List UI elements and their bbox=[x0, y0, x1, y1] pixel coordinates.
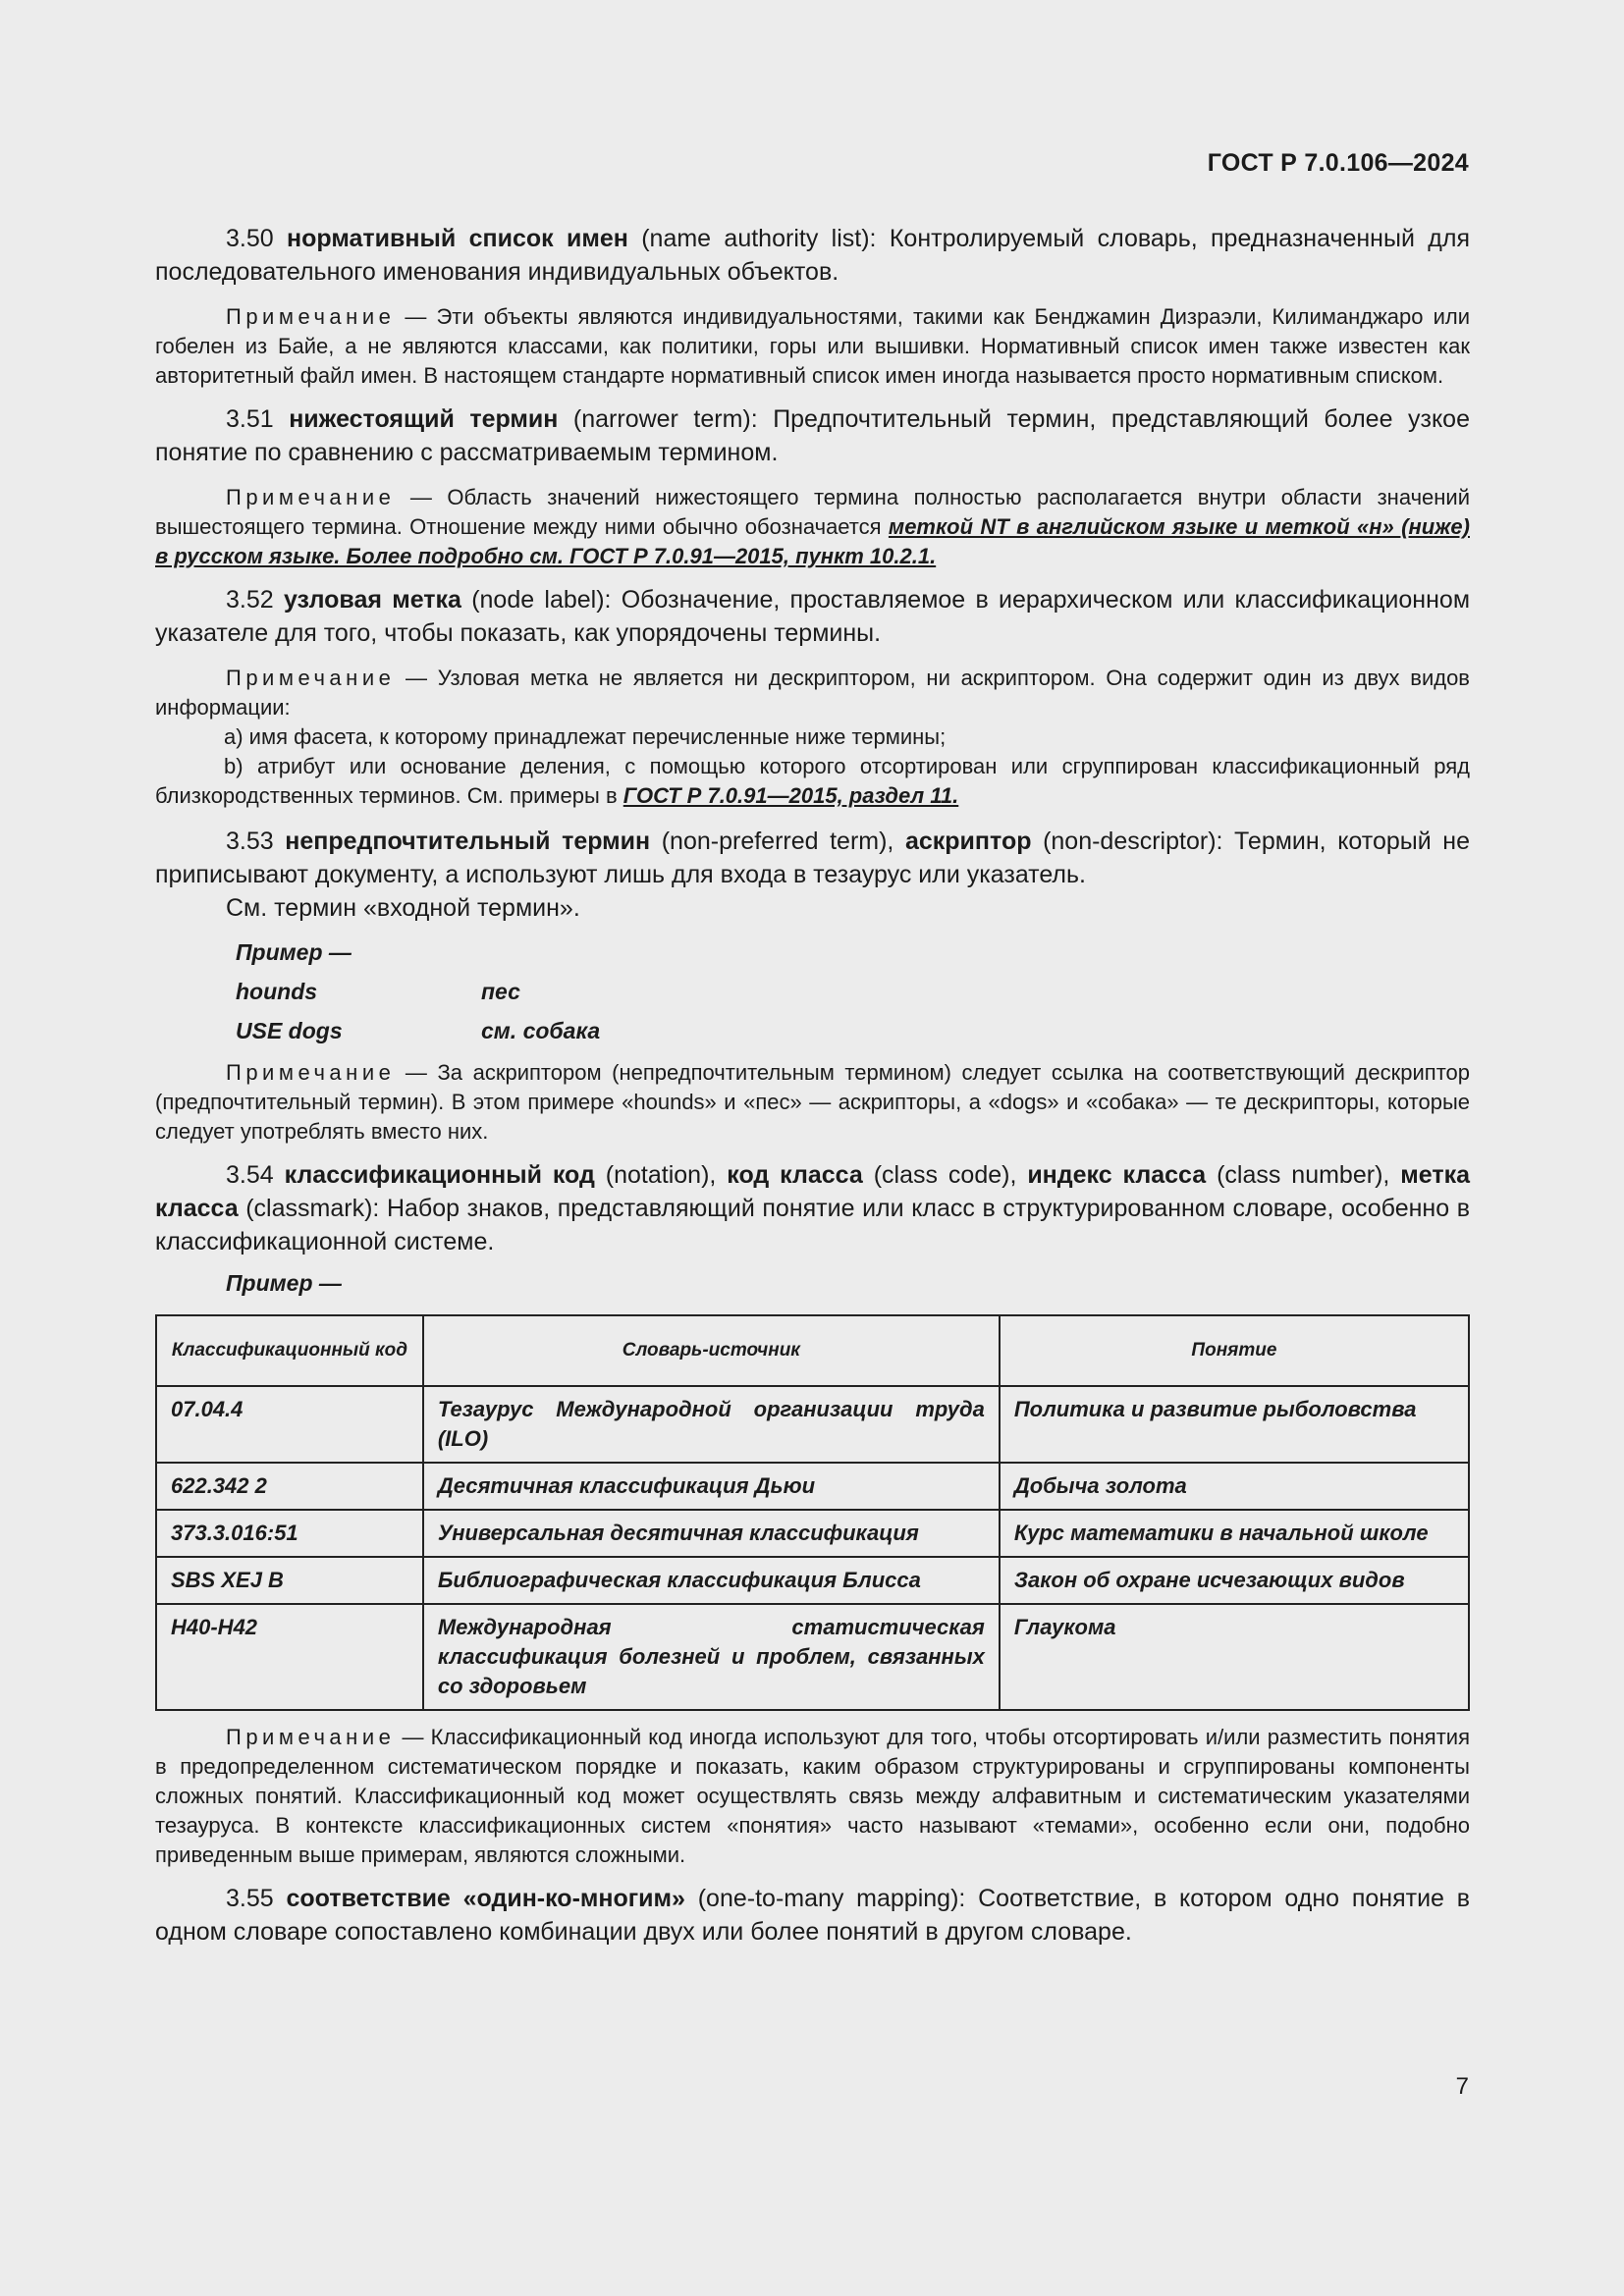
table-row bbox=[156, 1604, 1469, 1710]
table-cell: Курс математики в начальной школе bbox=[1000, 1510, 1469, 1557]
definition-3-54 bbox=[155, 1158, 1470, 1258]
table-cell: 373.3.016:51 bbox=[156, 1510, 423, 1557]
definition-3-51 bbox=[155, 402, 1470, 469]
document-body bbox=[155, 222, 1470, 1962]
note-text: — Классификационный код иногда используют для того, чтобы отсортировать и/или разместить понятия в предопределенном систематическом порядке и показать, каким образом структурированы и сгруппированы компоненты сложных понятий. Классификационный код может осуществлять связь между алфавитным и систематическим указателями тезауруса. В контексте классификационных систем «понятия» часто называют «темами», особенно если они, подобно приведенным выше примерам, являются сложными. bbox=[155, 1725, 1470, 1867]
term-name: нижестоящий термин bbox=[289, 405, 559, 433]
clause-number: 3.50 bbox=[226, 225, 274, 252]
table-cell: Политика и развитие рыболовства bbox=[1000, 1386, 1469, 1463]
note-label: Примечание bbox=[226, 1725, 396, 1749]
table-cell: 07.04.4 bbox=[156, 1386, 423, 1463]
term-definition: (non-descriptor): Термин, который не приписывают документу, а используют лишь для входа в тезаурус или указатель. bbox=[155, 828, 1470, 888]
note-text: — Область значений нижестоящего термина полностью располагается внутри области значений вышестоящего термина. Отношение между ними обычно обозначается bbox=[155, 485, 1470, 539]
term-name: непредпочтительный термин bbox=[285, 828, 651, 855]
term-name: классификационный код bbox=[284, 1161, 595, 1189]
table-row bbox=[156, 1510, 1469, 1557]
table-cell: 622.342 2 bbox=[156, 1463, 423, 1510]
note-3-53 bbox=[155, 1058, 1470, 1147]
example-en: hounds bbox=[236, 978, 318, 1004]
table-row bbox=[156, 1386, 1469, 1463]
see-also: См. термин «входной термин». bbox=[226, 894, 580, 922]
note-3-50 bbox=[155, 302, 1470, 391]
note-label: Примечание bbox=[226, 485, 396, 509]
notation-examples-table bbox=[155, 1314, 1470, 1711]
table-cell: Десятичная классификация Дьюи bbox=[423, 1463, 1000, 1510]
document-code-header: ГОСТ Р 7.0.106—2024 bbox=[1207, 149, 1469, 177]
clause-number: 3.54 bbox=[226, 1161, 274, 1189]
list-item-b bbox=[155, 752, 1470, 811]
table-cell: Международная статистическая классификация болезней и проблем, связанных со здоровьем bbox=[423, 1604, 1000, 1710]
definition-3-52 bbox=[155, 583, 1470, 650]
table-cell: Глаукома bbox=[1000, 1604, 1469, 1710]
term-english: (notation), bbox=[594, 1161, 728, 1189]
note-3-52 bbox=[155, 664, 1470, 722]
note-label: Примечание bbox=[226, 1060, 396, 1085]
table-cell: Закон об охране исчезающих видов bbox=[1000, 1557, 1469, 1604]
example-row bbox=[236, 1011, 1470, 1050]
note-3-51 bbox=[155, 483, 1470, 571]
term-synonym: код класса bbox=[727, 1161, 863, 1189]
note-label: Примечание bbox=[226, 304, 396, 329]
table-row bbox=[156, 1557, 1469, 1604]
example-block bbox=[155, 933, 1470, 1050]
clause-number: 3.52 bbox=[226, 586, 274, 614]
definition-3-55 bbox=[155, 1882, 1470, 1949]
example-row bbox=[236, 972, 1470, 1011]
reference-link[interactable]: меткой NT в английском языке и меткой «н» (ниже) в русском языке. Более подробно см. ГОСТ Р 7.0.91—2015, пункт 10.2.1. bbox=[155, 514, 1470, 568]
term-english: (class code), bbox=[862, 1161, 1028, 1189]
clause-number: 3.55 bbox=[226, 1885, 274, 1912]
page-number: 7 bbox=[1455, 2073, 1469, 2100]
table-cell: H40-H42 bbox=[156, 1604, 423, 1710]
term-definition: (classmark): Набор знаков, представляющий понятие или класс в структурированном словаре, особенно в классификационной системе. bbox=[155, 1195, 1470, 1255]
table-cell: Тезаурус Международной организации труда (ILO) bbox=[423, 1386, 1000, 1463]
table-cell: Библиографическая классификация Блисса bbox=[423, 1557, 1000, 1604]
list-item-a: a) имя фасета, к которому принадлежат перечисленные ниже термины; bbox=[224, 724, 947, 749]
example-ru: см. собака bbox=[481, 1017, 601, 1043]
reference-link[interactable]: ГОСТ Р 7.0.91—2015, раздел 11. bbox=[623, 783, 959, 808]
example-label: Пример — bbox=[236, 938, 352, 965]
note-label: Примечание bbox=[226, 666, 396, 690]
term-english: (non-preferred term), bbox=[650, 828, 905, 855]
term-synonym: аскриптор bbox=[904, 828, 1032, 855]
term-synonym: индекс класса bbox=[1027, 1161, 1207, 1189]
term-definition: (narrower term): Предпочтительный термин, представляющий более узкое понятие по сравнению с рассматриваемым термином. bbox=[155, 405, 1470, 466]
term-definition: (name authority list): Контролируемый словарь, предназначенный для последовательного именования индивидуальных объектов. bbox=[155, 225, 1470, 286]
note-3-54 bbox=[155, 1723, 1470, 1870]
table-row bbox=[156, 1463, 1469, 1510]
note-text: — За аскриптором (непредпочтительным термином) следует ссылка на соответствующий дескриптор (предпочтительный термин). В этом примере «hounds» и «пес» — аскрипторы, а «dogs» и «собака» — те дескрипторы, которые следует употреблять вместо них. bbox=[155, 1060, 1470, 1144]
clause-number: 3.53 bbox=[226, 828, 274, 855]
example-ru: пес bbox=[481, 978, 520, 1004]
table-header-row bbox=[156, 1315, 1469, 1386]
list-item-text: b) атрибут или основание деления, с помощью которого отсортирован или сгруппирован классификационный ряд близкородственных терминов. См. примеры в bbox=[155, 754, 1470, 808]
definition-3-50 bbox=[155, 222, 1470, 289]
term-english: (class number), bbox=[1206, 1161, 1401, 1189]
term-definition: (node label): Обозначение, проставляемое в иерархическом или классификационном указателе для того, чтобы показать, как упорядочены термины. bbox=[155, 586, 1471, 647]
note-text: — Эти объекты являются индивидуальностями, такими как Бенджамин Дизраэли, Килиманджаро или гобелен из Байе, а не являются классами, как политики, горы или вышивки. Нормативный список имен также известен как авторитетный файл имен. В настоящем стандарте нормативный список имен иногда называется просто нормативным списком. bbox=[155, 304, 1470, 388]
term-synonym: метка класса bbox=[155, 1161, 1470, 1222]
clause-number: 3.51 bbox=[226, 405, 274, 433]
column-header: Словарь-источник bbox=[423, 1315, 1000, 1386]
term-name: узловая метка bbox=[283, 586, 461, 614]
column-header: Классификационный код bbox=[156, 1315, 423, 1386]
term-definition: (one-to-many mapping): Соответствие, в котором одно понятие в одном словаре сопоставлено комбинации двух или более понятий в другом словаре. bbox=[155, 1885, 1470, 1946]
example-label: Пример — bbox=[226, 1270, 342, 1296]
table-cell: SBS XEJ B bbox=[156, 1557, 423, 1604]
term-name: соответствие «один-ко-многим» bbox=[286, 1885, 685, 1912]
term-name: нормативный список имен bbox=[287, 225, 628, 252]
definition-3-53 bbox=[155, 825, 1470, 891]
note-text: — Узловая метка не является ни дескриптором, ни аскриптором. Она содержит один из двух видов информации: bbox=[155, 666, 1470, 720]
example-en: USE dogs bbox=[236, 1017, 343, 1043]
table-cell: Универсальная десятичная классификация bbox=[423, 1510, 1000, 1557]
column-header: Понятие bbox=[1000, 1315, 1469, 1386]
table-cell: Добыча золота bbox=[1000, 1463, 1469, 1510]
